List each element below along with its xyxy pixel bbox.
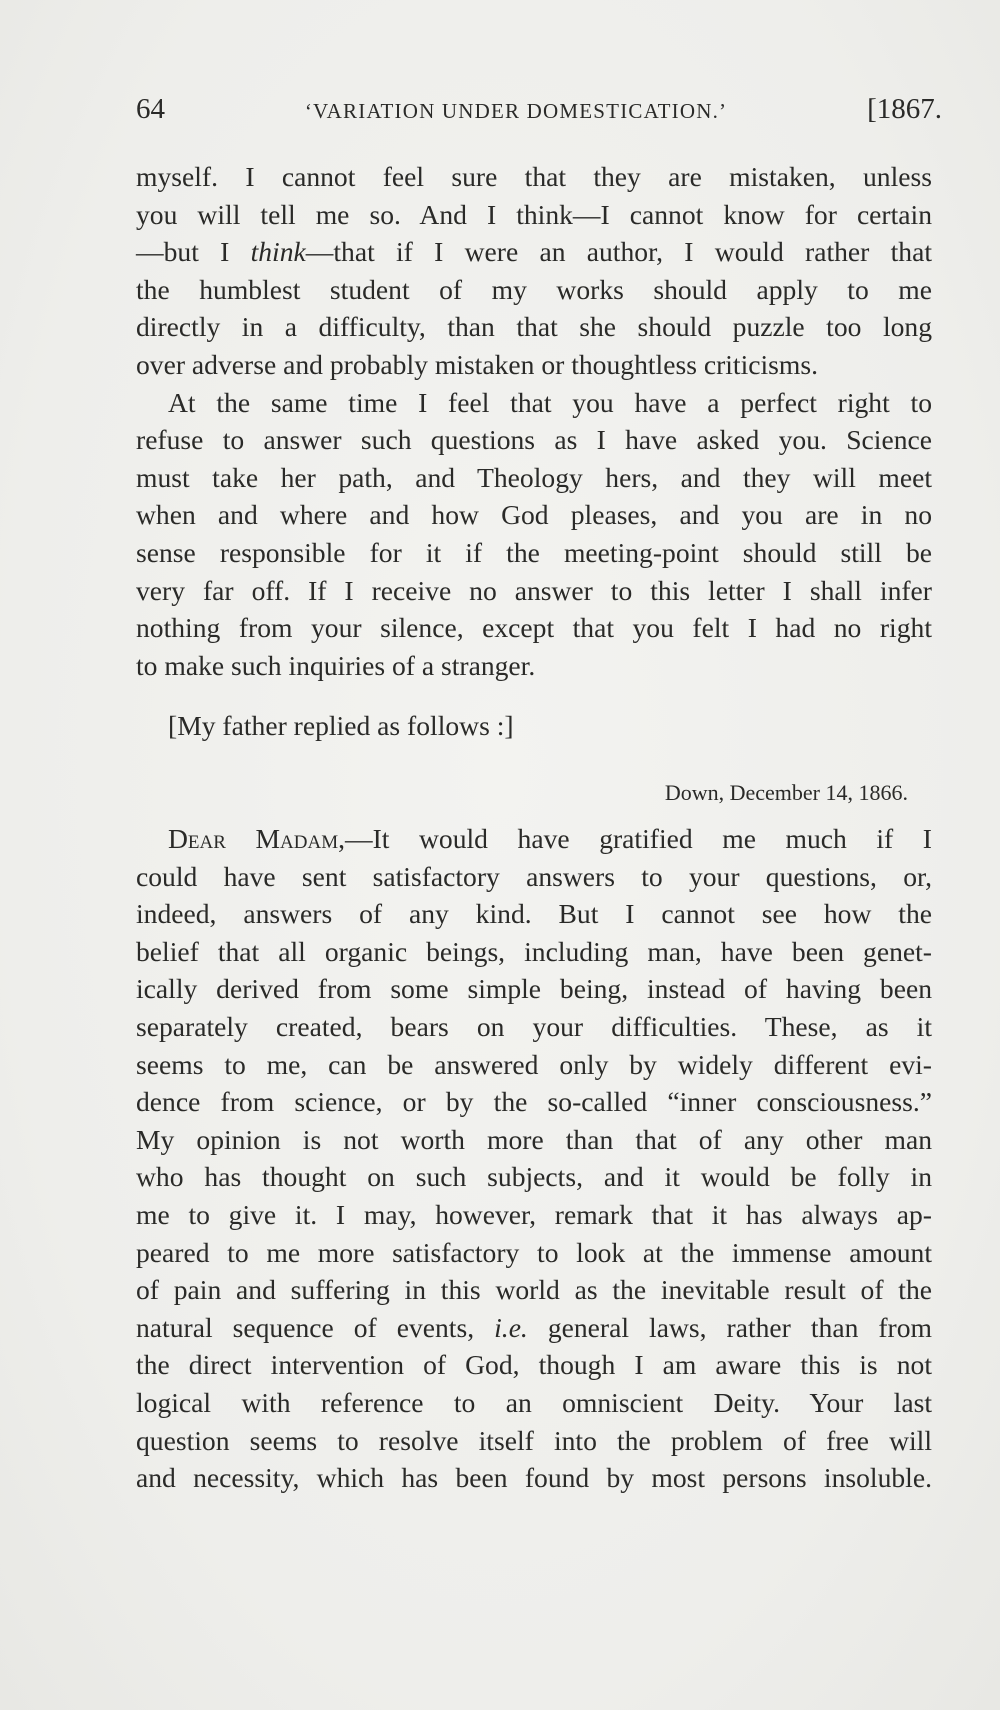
emphasis-ie: i.e. [494, 1311, 528, 1343]
text-line: [My father replied as follows :] [168, 710, 514, 741]
text-line: who has thought on such subjects, and it would be folly in [136, 1161, 932, 1193]
text-run: natural sequence of events, [136, 1311, 495, 1343]
text-line: indeed, answers of any kind. But I cannot see how the [136, 898, 932, 930]
text-line: you will tell me so. And I think—I cannot know for certain [136, 198, 932, 230]
text-line [136, 820, 932, 858]
text-run: —but I [136, 236, 251, 268]
text-line: directly in a difficulty, than that she should puzzle too long [136, 311, 932, 343]
text-line: At the same time I feel that you have a perfect right to [168, 386, 932, 418]
text-line: when and where and how God pleases, and you are in no [136, 499, 932, 531]
text-line [136, 233, 932, 271]
text-line: dence from science, or by the so-called “inner consciousness.” [136, 1086, 932, 1118]
text-line: question seems to resolve itself into the problem of free will [136, 1424, 932, 1456]
text-line: of pain and suffering in this world as the inevitable result of the [136, 1274, 932, 1306]
text-run: —It would have gratified me much if I [344, 823, 932, 854]
text-line: ically derived from some simple being, instead of having been [136, 973, 932, 1005]
text-line: nothing from your silence, except that you felt I had no right [136, 612, 932, 644]
text-line: the humblest student of my works should apply to me [136, 273, 932, 305]
emphasis-think: think [250, 236, 306, 268]
text-line: peared to me more satisfactory to look at the immense amount [136, 1236, 932, 1268]
letter-dateline: Down, December 14, 1866. [664, 780, 908, 805]
text-line: and necessity, which has been found by most persons insoluble. [136, 1462, 932, 1494]
text-line [136, 1309, 932, 1347]
text-line: myself. I cannot feel sure that they are mistaken, unless [136, 161, 932, 192]
letter-salutation: Dear Madam, [168, 823, 345, 854]
text-run: —that if I were an author, I would rather that [305, 236, 932, 268]
text-line: My opinion is not worth more than that of any other man [136, 1123, 932, 1155]
text-line: belief that all organic beings, including man, have been genet- [136, 935, 932, 967]
text-line: logical with reference to an omniscient Deity. Your last [136, 1386, 932, 1418]
text-line: to make such inquiries of a stranger. [136, 649, 536, 681]
editorial-note [136, 707, 932, 745]
text-run: general laws, rather than from [527, 1311, 932, 1343]
text-line: seems to me, can be answered only by widely different evi- [136, 1048, 932, 1080]
text-line: could have sent satisfactory answers to your questions, or, [136, 860, 932, 892]
header-year: [1867. [867, 93, 942, 125]
running-header [136, 93, 942, 133]
text-line: me to give it. I may, however, remark that it has always ap- [136, 1198, 932, 1230]
page-number: 64 [136, 93, 165, 125]
text-line: must take her path, and Theology hers, and they will meet [136, 461, 932, 493]
text-line: over adverse and probably mistaken or thoughtless criticisms. [136, 348, 819, 380]
text-line: refuse to answer such questions as I have asked you. Science [136, 424, 932, 456]
running-title: ‘VARIATION UNDER DOMESTICATION.’ [304, 99, 728, 123]
paragraph-continued [136, 158, 932, 684]
text-line: the direct intervention of God, though I am aware this is not [136, 1349, 932, 1381]
text-line: sense responsible for it if the meeting-point should still be [136, 536, 932, 568]
text-line: very far off. If I receive no answer to this letter I shall infer [136, 574, 932, 606]
text-line: separately created, bears on your difficulties. These, as it [136, 1010, 932, 1042]
letter-body [136, 820, 932, 1497]
